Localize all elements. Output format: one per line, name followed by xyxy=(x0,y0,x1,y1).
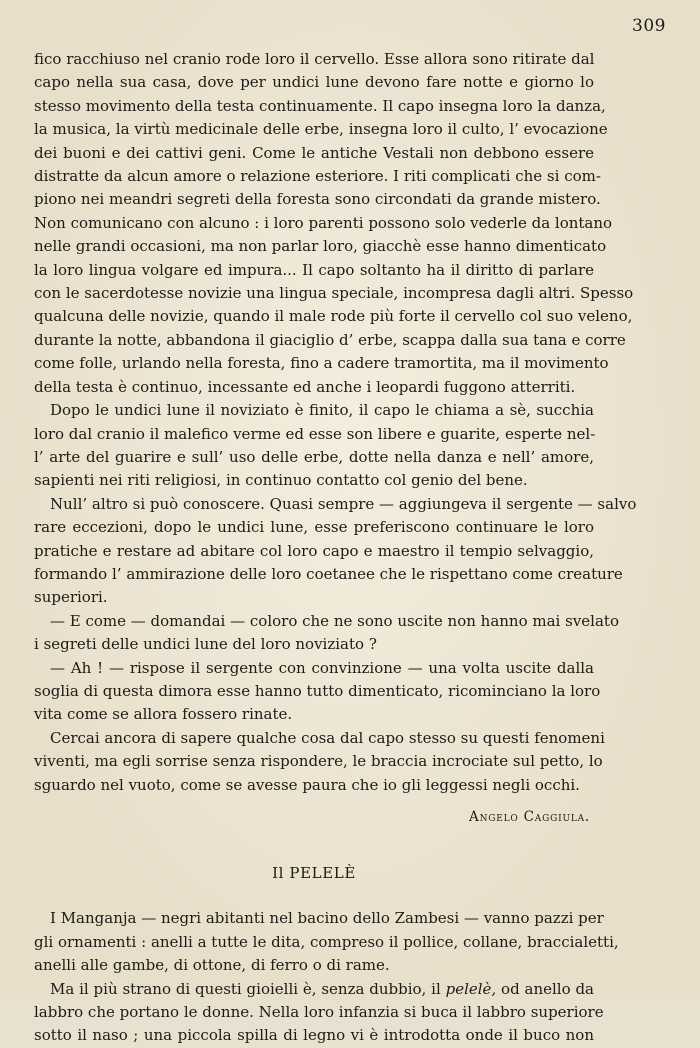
text-run: od anello da xyxy=(496,979,594,998)
text-line: Null’ altro si può conoscere. Quasi sempre — aggiungeva il sergente — salvo xyxy=(50,494,637,513)
article-continuation xyxy=(34,48,637,797)
text-line xyxy=(34,978,594,1001)
text-line: anelli alle gambe, di ottone, di ferro o di rame. xyxy=(34,956,390,975)
article-title: Il PELELÈ xyxy=(272,864,356,883)
text-line: rare eccezioni, dopo le undici lune, esse preferiscono continuare le loro xyxy=(34,518,594,537)
text-line: vita come se allora fossero rinate. xyxy=(34,705,293,724)
text-line: l’ arte del guarire e sull’ uso delle erbe, dotte nella danza e nell’ amore, xyxy=(34,447,594,466)
text-line: formando l’ ammirazione delle loro coetanee che le rispettano come creature xyxy=(34,564,623,583)
page-body xyxy=(34,48,637,1048)
text-line: pratiche e restare ad abitare col loro capo e maestro il tempio selvaggio, xyxy=(34,541,594,560)
text-line: gli ornamenti : anelli a tutte le dita, compreso il pollice, collane, braccialetti, xyxy=(34,932,619,951)
text-line: soglia di questa dimora esse hanno tutto dimenticato, ricominciano la loro xyxy=(34,681,601,700)
paragraph xyxy=(34,727,605,797)
article-paragraph xyxy=(34,907,619,977)
text-line: qualcuna delle novizie, quando il male rode più forte il cervello col suo veleno, xyxy=(34,307,633,326)
text-line: la musica, la virtù medicinale delle erbe, insegna loro il culto, l’ evocazione xyxy=(34,120,608,139)
text-line: — Ah ! — rispose il sergente con convinzione — una volta uscite dalla xyxy=(50,658,594,677)
article-paragraph xyxy=(34,1001,604,1048)
text-line: dei buoni e dei cattivi geni. Come le antiche Vestali non debbono essere xyxy=(34,143,594,162)
page-number: 309 xyxy=(632,16,666,36)
text-line: fico racchiuso nel cranio rode loro il cervello. Esse allora sono ritirate dal xyxy=(34,50,595,68)
text-line: Cercai ancora di sapere qualche cosa dal capo stesso su questi fenomeni xyxy=(50,728,605,747)
paragraph xyxy=(34,48,634,399)
text-line: — E come — domandai — coloro che ne sono uscite non hanno mai svelato xyxy=(50,611,619,630)
text-line: della testa è continuo, incessante ed anche i leopardi fuggono atterriti. xyxy=(34,377,576,396)
text-line: labbro che portano le donne. Nella loro infanzia si buca il labbro superiore xyxy=(34,1003,604,1022)
text-line: sguardo nel vuoto, come se avesse paura che io gli leggessi negli occhi. xyxy=(34,775,580,794)
text-line: superiori. xyxy=(34,588,108,607)
paragraph xyxy=(34,493,637,610)
text-line: capo nella sua casa, dove per undici lune devono fare notte e giorno lo xyxy=(34,73,594,92)
text-line: viventi, ma egli sorrise senza rispondere, le braccia incrociate sul petto, lo xyxy=(34,752,603,771)
text-line: la loro lingua volgare ed impura... Il capo soltanto ha il diritto di parlare xyxy=(34,260,594,279)
text-line: Non comunicano con alcuno : i loro parenti possono solo vederle da lontano xyxy=(34,213,613,232)
text-line: sotto il naso ; una piccola spilla di legno vi è introdotta onde il buco non xyxy=(34,1026,594,1045)
text-line: come folle, urlando nella foresta, fino a cadere tramortita, ma il movimento xyxy=(34,354,609,373)
text-line: distratte da alcun amore o relazione esteriore. I riti complicati che si com- xyxy=(34,167,601,186)
text-line: stesso movimento della testa continuamente. Il capo insegna loro la danza, xyxy=(34,96,606,115)
text-line: con le sacerdotesse novizie una lingua speciale, incompresa dagli altri. Spesso xyxy=(34,284,634,303)
italic-word: pelelè, xyxy=(445,979,497,998)
text-line: piono nei meandri segreti della foresta sono circondati da grande mistero. xyxy=(34,190,601,209)
paragraph xyxy=(34,399,594,493)
text-line: durante la notte, abbandona il giaciglio d’ erbe, scappa dalla sua tana e corre xyxy=(34,330,626,349)
paragraph xyxy=(34,657,601,727)
text-line: nelle grandi occasioni, ma non parlar loro, giacchè esse hanno dimenticato xyxy=(34,237,607,256)
paragraph xyxy=(34,610,619,657)
text-line: I Manganja — negri abitanti nel bacino dello Zambesi — vanno pazzi per xyxy=(50,909,604,928)
author-signature: Angelo Caggiula. xyxy=(469,809,590,825)
text-line: i segreti delle undici lune del loro noviziato ? xyxy=(34,635,377,654)
text-run: Ma il più strano di questi gioielli è, senza dubbio, il xyxy=(50,979,446,998)
text-line: Dopo le undici lune il noviziato è finito, il capo le chiama a sè, succhia xyxy=(50,401,594,420)
text-line: loro dal cranio il malefico verme ed esse son libere e guarite, esperte nel- xyxy=(34,424,596,443)
text-line: sapienti nei riti religiosi, in continuo contatto col genio del bene. xyxy=(34,471,528,490)
